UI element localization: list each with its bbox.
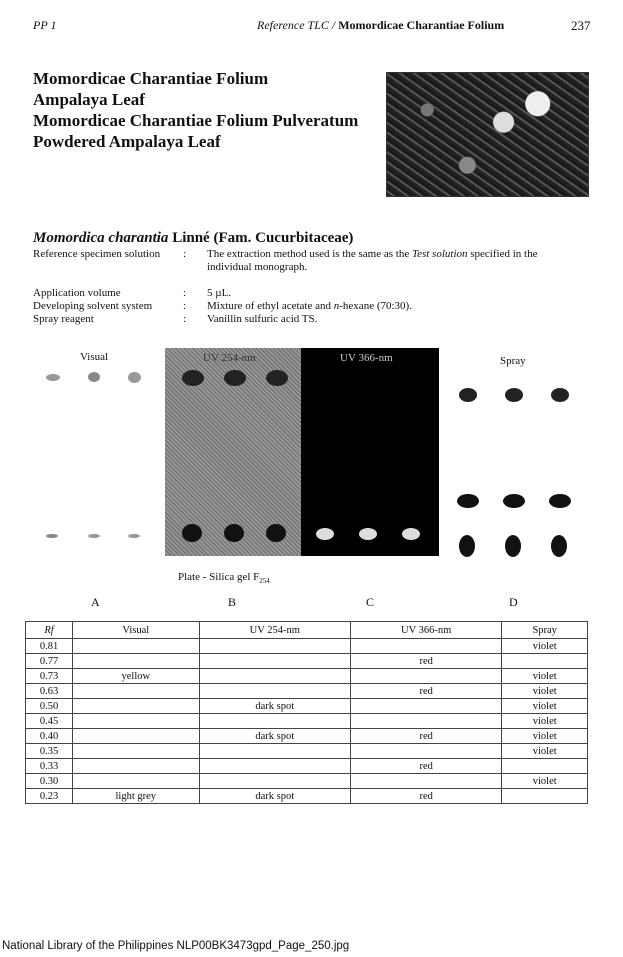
table-row	[26, 654, 588, 669]
tlc-spot	[88, 372, 100, 382]
table-cell	[73, 714, 200, 729]
table-cell	[350, 699, 501, 714]
info-value	[207, 313, 567, 326]
rf-table	[25, 621, 588, 804]
table-row	[26, 774, 588, 789]
table-cell: red	[350, 759, 501, 774]
plate-uv366	[301, 348, 439, 556]
rf-value-cell: 0.77	[26, 654, 73, 669]
info-key: Developing solvent system	[33, 300, 153, 312]
info-value-text: The extraction method used is the same as the	[207, 248, 412, 260]
tlc-spot	[459, 535, 475, 557]
table-cell	[199, 774, 350, 789]
plate-letter: D	[509, 595, 518, 609]
plate-caption-sub: 254	[259, 577, 270, 586]
column-header: UV 366-nm	[350, 622, 501, 639]
info-value-italic: n	[333, 300, 340, 312]
running-head-left: PP 1	[33, 18, 57, 32]
plate-letter: C	[366, 595, 375, 609]
title-line: Momordicae Charantiae Folium Pulveratum	[33, 111, 359, 130]
info-key: Reference specimen solution	[33, 248, 161, 260]
tlc-spot	[551, 388, 569, 402]
rf-value-cell: 0.30	[26, 774, 73, 789]
table-cell: violet	[502, 774, 588, 789]
running-head-italic: Reference TLC /	[257, 18, 336, 32]
table-cell: red	[350, 789, 501, 804]
info-sep: :	[183, 287, 187, 299]
table-cell	[199, 759, 350, 774]
table-cell: dark spot	[199, 789, 350, 804]
table-cell: violet	[502, 729, 588, 744]
tlc-spot	[224, 524, 244, 542]
table-row	[26, 699, 588, 714]
table-cell	[73, 699, 200, 714]
tlc-spot	[549, 494, 571, 508]
table-cell: violet	[502, 639, 588, 654]
title-line: Momordicae Charantiae Folium	[33, 69, 269, 88]
table-cell	[199, 669, 350, 684]
species-heading	[33, 230, 353, 247]
tlc-spot	[316, 528, 334, 540]
table-cell	[73, 654, 200, 669]
rf-value-cell: 0.73	[26, 669, 73, 684]
table-cell: dark spot	[199, 699, 350, 714]
info-key: Application volume	[33, 287, 121, 299]
rf-value-cell: 0.35	[26, 744, 73, 759]
title-line: Ampalaya Leaf	[33, 90, 145, 109]
table-row	[26, 789, 588, 804]
table-cell: violet	[502, 714, 588, 729]
info-value	[207, 300, 567, 313]
species-family: Linné (Fam. Cucurbitaceae)	[168, 230, 354, 246]
plate-letter: B	[228, 595, 237, 609]
table-cell	[350, 744, 501, 759]
footer-credit: National Library of the Philippines NLP00BK3473gpd_Page_250.jpg	[2, 940, 350, 952]
tlc-spot	[128, 534, 140, 538]
tlc-spot	[505, 388, 523, 402]
plate-label-visual: Visual	[80, 351, 109, 363]
monograph-titles	[33, 68, 358, 152]
table-cell	[350, 639, 501, 654]
table-cell: violet	[502, 744, 588, 759]
table-cell	[199, 744, 350, 759]
info-value-text: Vanillin sulfuric acid TS.	[207, 313, 318, 325]
table-row	[26, 639, 588, 654]
column-header: Rf	[26, 622, 73, 639]
table-row	[26, 744, 588, 759]
table-row	[26, 759, 588, 774]
rf-value-cell: 0.50	[26, 699, 73, 714]
tlc-spot	[46, 374, 60, 381]
table-row	[26, 714, 588, 729]
info-row	[33, 287, 567, 300]
column-header: UV 254-nm	[199, 622, 350, 639]
species-name: Momordica charantia	[33, 230, 169, 246]
tlc-spot	[503, 494, 525, 508]
table-cell	[73, 684, 200, 699]
table-cell: violet	[502, 669, 588, 684]
info-value	[207, 248, 567, 274]
running-head-bold: Momordicae Charantiae Folium	[335, 18, 505, 32]
table-cell: red	[350, 654, 501, 669]
table-cell	[350, 669, 501, 684]
table-cell: dark spot	[199, 729, 350, 744]
tlc-spot	[459, 388, 477, 402]
table-cell	[199, 639, 350, 654]
table-cell	[199, 654, 350, 669]
plate-letter: A	[91, 595, 100, 609]
column-header: Spray	[502, 622, 588, 639]
column-header: Visual	[73, 622, 200, 639]
info-sep: :	[183, 313, 187, 325]
info-value-text: Mixture of ethyl acetate and	[207, 300, 334, 312]
table-row	[26, 669, 588, 684]
info-value-text: 5 µL.	[207, 287, 232, 299]
tlc-spot	[266, 370, 288, 386]
table-cell: violet	[502, 684, 588, 699]
info-sep: :	[183, 300, 187, 312]
tlc-spot	[402, 528, 420, 540]
table-cell: yellow	[73, 669, 200, 684]
title-line: Powdered Ampalaya Leaf	[33, 132, 221, 151]
rf-value-cell: 0.23	[26, 789, 73, 804]
tlc-spot	[266, 524, 286, 542]
plate-caption-text: Plate - Silica gel F	[178, 571, 260, 583]
info-value-text: -hexane (70:30).	[339, 300, 412, 312]
rf-value-cell: 0.45	[26, 714, 73, 729]
tlc-spot	[505, 535, 521, 557]
info-value-italic: Test solution	[411, 248, 468, 260]
table-cell: light grey	[73, 789, 200, 804]
tlc-spot	[224, 370, 246, 386]
table-cell	[502, 654, 588, 669]
info-value-text: specified in the individual monograph.	[207, 248, 538, 273]
table-cell	[73, 639, 200, 654]
table-cell	[199, 684, 350, 699]
table-cell	[73, 774, 200, 789]
info-key: Spray reagent	[33, 313, 94, 325]
tlc-spot	[88, 534, 100, 538]
table-cell	[73, 744, 200, 759]
info-row	[33, 300, 567, 313]
table-row	[26, 729, 588, 744]
rf-value-cell: 0.40	[26, 729, 73, 744]
table-cell: red	[350, 729, 501, 744]
tlc-spot	[551, 535, 567, 557]
plate-caption	[178, 571, 270, 585]
info-sep: :	[183, 248, 187, 260]
table-cell	[350, 774, 501, 789]
plate-label-uv366: UV 366-nm	[340, 352, 393, 364]
tlc-spot	[128, 372, 141, 383]
plate-label-spray: Spray	[500, 355, 526, 367]
rf-value-cell: 0.33	[26, 759, 73, 774]
tlc-spot	[457, 494, 479, 508]
table-row	[26, 684, 588, 699]
info-row	[33, 248, 567, 274]
table-cell	[502, 789, 588, 804]
table-cell	[199, 714, 350, 729]
tlc-spot	[359, 528, 377, 540]
rf-value-cell: 0.81	[26, 639, 73, 654]
plant-photo	[386, 72, 589, 197]
tlc-spot	[182, 524, 202, 542]
plate-label-uv254: UV 254-nm	[203, 352, 256, 364]
page-number: 237	[571, 18, 591, 33]
table-cell	[350, 714, 501, 729]
rf-value-cell: 0.63	[26, 684, 73, 699]
table-cell	[73, 729, 200, 744]
table-header-row	[26, 622, 588, 639]
table-cell: violet	[502, 699, 588, 714]
table-cell	[502, 759, 588, 774]
table-cell: red	[350, 684, 501, 699]
running-head-right	[257, 18, 504, 33]
info-block	[33, 248, 567, 326]
info-value	[207, 287, 567, 300]
tlc-spot	[46, 534, 58, 538]
info-row	[33, 313, 567, 326]
table-cell	[73, 759, 200, 774]
tlc-spot	[182, 370, 204, 386]
